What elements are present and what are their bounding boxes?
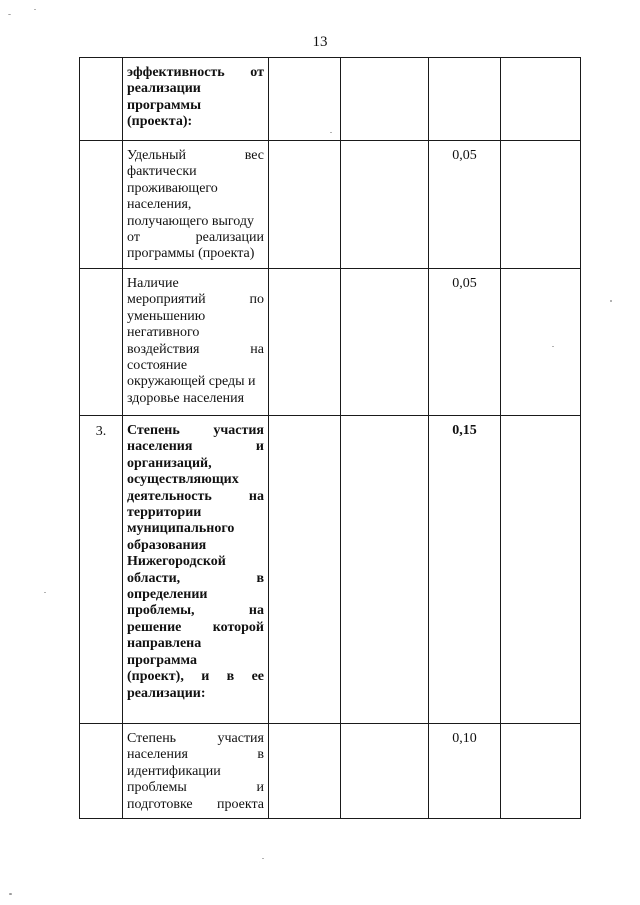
- criterion-description-cell: [123, 724, 269, 819]
- criterion-description-cell: [123, 269, 269, 416]
- empty-cell-b: [341, 724, 429, 819]
- description-word: проекта: [217, 796, 264, 812]
- description-line: [127, 276, 264, 292]
- weight-cell: 0,05: [429, 269, 501, 416]
- description-word: программа: [127, 652, 197, 668]
- description-line: [127, 538, 264, 554]
- description-word: окружающей среды и: [127, 374, 256, 390]
- description-line: [127, 309, 264, 325]
- description-word: которой: [212, 619, 264, 635]
- description-word: в: [226, 669, 235, 685]
- description-word: реализации:: [127, 685, 206, 701]
- scan-speck: [610, 300, 612, 302]
- empty-cell-a: [269, 141, 341, 269]
- description-word: организаций,: [127, 455, 212, 471]
- weight-cell: [429, 58, 501, 141]
- criterion-description-cell: [123, 58, 269, 141]
- table-row: [80, 416, 581, 724]
- description-word: реализации: [127, 81, 201, 97]
- description-word: негативного: [127, 325, 200, 341]
- description-word: подготовке: [127, 796, 193, 812]
- description-line: [127, 669, 264, 685]
- description-line: [127, 456, 264, 472]
- description-line: [127, 246, 264, 262]
- description-word: муниципального: [127, 521, 235, 537]
- criterion-description-cell: [123, 416, 269, 724]
- empty-cell-b: [341, 58, 429, 141]
- description-word: участия: [213, 423, 264, 438]
- description-word: программы (проекта): [127, 246, 255, 262]
- description-line: [127, 181, 264, 197]
- description-word: определении: [127, 587, 208, 603]
- description-word: образования: [127, 537, 207, 553]
- weight-cell: 0,05: [429, 141, 501, 269]
- description-line: [127, 747, 264, 763]
- description-line: [127, 214, 264, 230]
- description-line: [127, 653, 264, 669]
- description-word: и: [255, 439, 264, 455]
- description-word: в: [256, 570, 264, 586]
- description-line: [127, 98, 264, 114]
- row-number-cell: [80, 58, 123, 141]
- description-word: воздействия: [127, 341, 200, 357]
- description-line: [127, 374, 264, 390]
- description-line: [127, 603, 264, 619]
- description-line: [127, 114, 264, 130]
- scan-speck: [330, 132, 332, 133]
- description-word: на: [248, 488, 264, 504]
- row-number-cell: 3.: [80, 416, 123, 724]
- row-number-cell: [80, 724, 123, 819]
- description-line: [127, 686, 264, 702]
- scan-speck: [9, 893, 12, 895]
- description-word: Нижегородской: [127, 554, 226, 570]
- empty-cell-c: [501, 58, 581, 141]
- row-number-cell: [80, 269, 123, 416]
- empty-cell-a: [269, 58, 341, 141]
- weight-cell: 0,10: [429, 724, 501, 819]
- row-number-cell: [80, 141, 123, 269]
- description-line: [127, 230, 264, 246]
- description-line: [127, 472, 264, 488]
- description-line: [127, 587, 264, 603]
- description-word: фактически: [127, 164, 197, 180]
- description-word: от: [250, 65, 264, 80]
- table-row: [80, 724, 581, 819]
- description-word: на: [248, 603, 264, 619]
- criteria-table: [79, 57, 581, 819]
- scan-speck: [8, 14, 11, 15]
- empty-cell-a: [269, 416, 341, 724]
- description-line: [127, 148, 264, 164]
- scan-speck: [552, 346, 554, 347]
- description-word: эффективность: [127, 65, 225, 80]
- description-word: вес: [244, 148, 264, 163]
- page-number: 13: [312, 34, 328, 50]
- description-word: населения: [127, 439, 193, 455]
- description-line: [127, 164, 264, 180]
- description-line: [127, 797, 264, 813]
- empty-cell-c: [501, 724, 581, 819]
- table-row: [80, 58, 581, 141]
- scan-speck: [262, 858, 264, 859]
- table-row: [80, 141, 581, 269]
- description-line: [127, 65, 264, 81]
- description-word: Степень: [127, 423, 180, 438]
- description-word: уменьшению: [127, 308, 206, 324]
- description-line: [127, 342, 264, 358]
- description-line: [127, 620, 264, 636]
- description-line: [127, 358, 264, 374]
- description-word: территории: [127, 505, 202, 521]
- description-word: участия: [217, 731, 264, 746]
- empty-cell-c: [501, 141, 581, 269]
- description-word: здоровье населения: [127, 390, 245, 406]
- description-word: состояние: [127, 358, 188, 374]
- description-word: населения: [127, 747, 188, 763]
- description-word: области,: [127, 570, 181, 586]
- description-line: [127, 521, 264, 537]
- scan-speck: [44, 592, 46, 593]
- description-word: деятельность: [127, 488, 212, 504]
- description-line: [127, 81, 264, 97]
- description-word: проблемы: [127, 780, 187, 796]
- description-word: и: [201, 669, 210, 685]
- description-line: [127, 423, 264, 439]
- description-word: получающего выгоду: [127, 213, 255, 229]
- scan-speck: [34, 9, 36, 10]
- empty-cell-a: [269, 724, 341, 819]
- description-line: [127, 325, 264, 341]
- description-word: (проект),: [127, 669, 184, 685]
- weight-cell: 0,15: [429, 416, 501, 724]
- description-line: [127, 505, 264, 521]
- description-word: от: [127, 230, 140, 246]
- description-word: проживающего: [127, 180, 218, 196]
- description-line: [127, 554, 264, 570]
- criterion-description-cell: [123, 141, 269, 269]
- empty-cell-b: [341, 416, 429, 724]
- description-line: [127, 780, 264, 796]
- description-line: [127, 636, 264, 652]
- description-line: [127, 439, 264, 455]
- description-line: [127, 292, 264, 308]
- description-line: [127, 571, 264, 587]
- description-line: [127, 764, 264, 780]
- description-word: реализации: [195, 230, 264, 246]
- empty-cell-c: [501, 416, 581, 724]
- description-word: Степень: [127, 731, 177, 746]
- description-word: ее: [251, 669, 264, 685]
- description-word: мероприятий: [127, 292, 206, 308]
- description-word: проблемы,: [127, 603, 195, 619]
- description-word: решение: [127, 619, 182, 635]
- description-line: [127, 391, 264, 407]
- description-word: Удельный: [127, 148, 187, 163]
- description-word: (проекта):: [127, 114, 193, 130]
- description-word: программы: [127, 97, 201, 113]
- description-word: населения,: [127, 197, 192, 213]
- description-word: осуществляющих: [127, 472, 239, 488]
- description-word: и: [256, 780, 264, 796]
- description-word: направлена: [127, 636, 202, 652]
- description-word: по: [249, 292, 264, 308]
- table-row: [80, 269, 581, 416]
- empty-cell-c: [501, 269, 581, 416]
- description-word: на: [250, 341, 264, 357]
- empty-cell-b: [341, 141, 429, 269]
- description-line: [127, 489, 264, 505]
- empty-cell-b: [341, 269, 429, 416]
- description-line: [127, 197, 264, 213]
- description-line: [127, 731, 264, 747]
- description-word: идентификации: [127, 763, 221, 779]
- description-word: в: [257, 747, 264, 763]
- empty-cell-a: [269, 269, 341, 416]
- description-word: Наличие: [127, 276, 179, 291]
